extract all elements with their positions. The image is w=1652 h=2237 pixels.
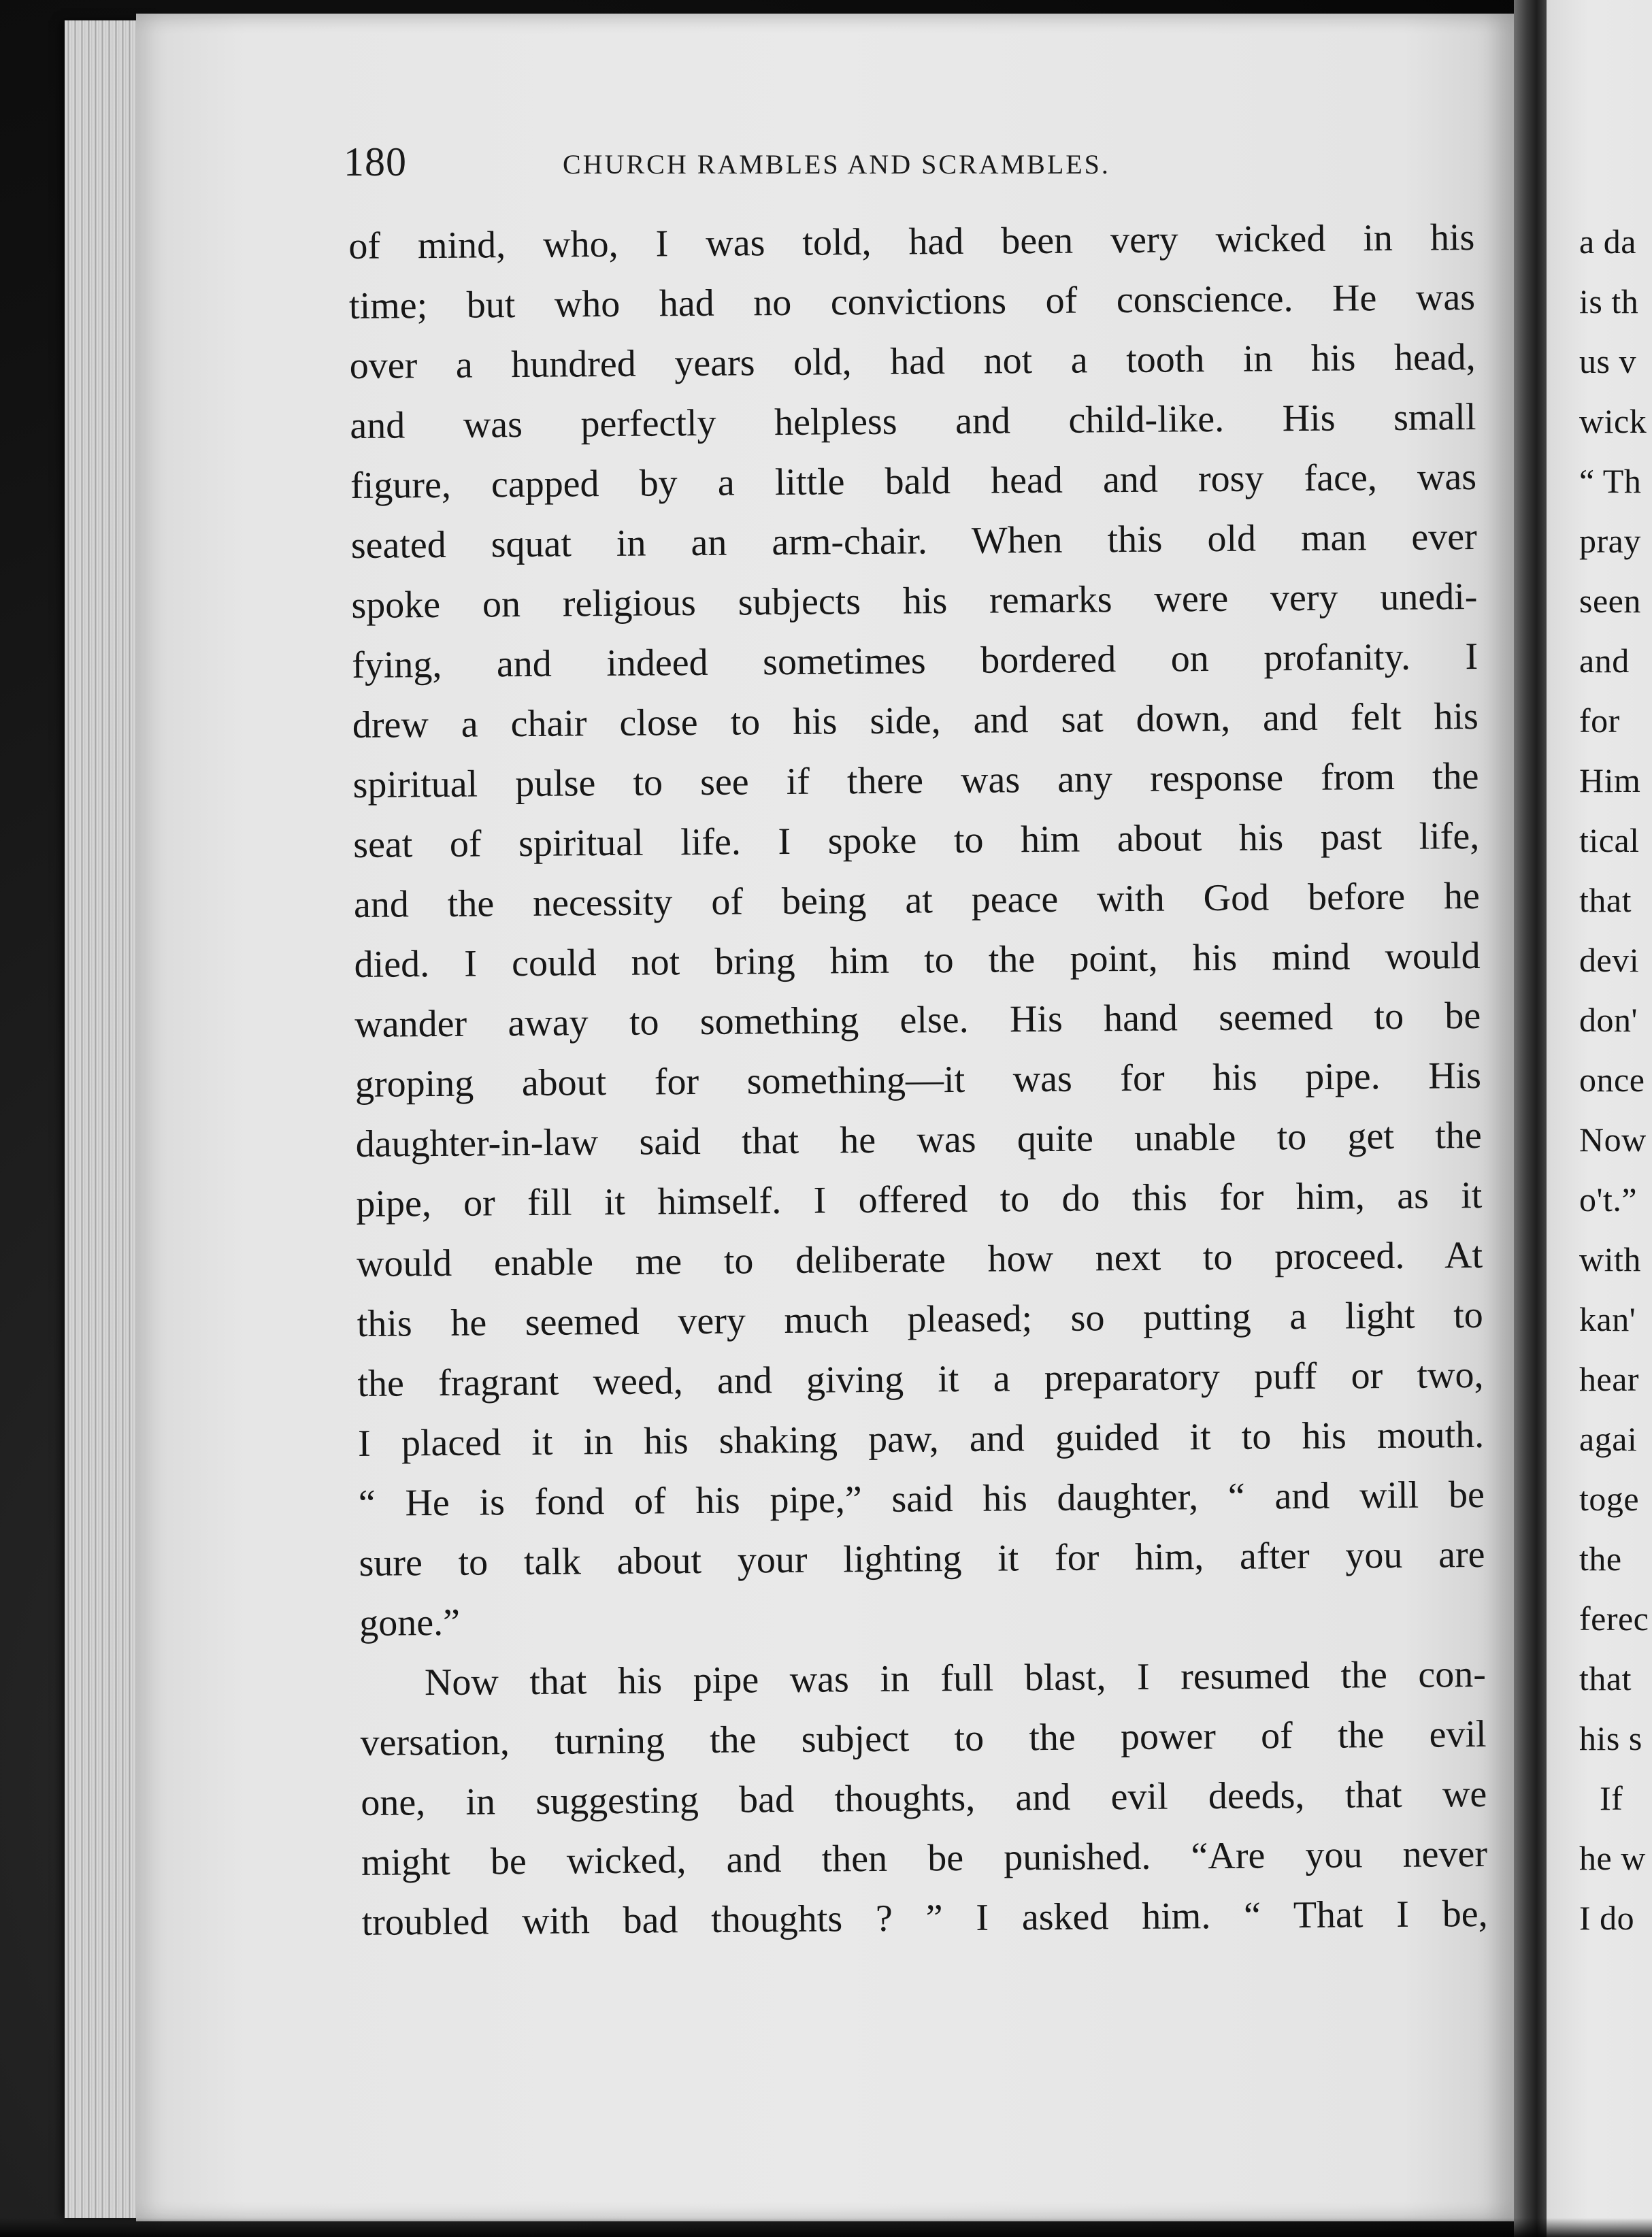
book-gutter	[1514, 0, 1547, 2237]
facing-text-line: “ Th	[1579, 462, 1642, 500]
facing-text-line: kan'	[1579, 1300, 1636, 1338]
facing-text-line: that	[1579, 1659, 1632, 1697]
facing-text-line: with	[1579, 1240, 1641, 1278]
text-line: seat of spiritual life. I spoke to him about his past life,	[353, 814, 1480, 866]
text-line: of mind, who, I was told, had been very wicked in his	[348, 216, 1475, 267]
facing-text-line: once	[1579, 1061, 1645, 1099]
text-line: died. I could not bring him to the point, his mind would	[354, 934, 1481, 986]
text-line: over a hundred years old, had not a tooth in his head,	[349, 335, 1476, 387]
facing-text-line: ferec	[1579, 1600, 1649, 1638]
facing-text-line: his s	[1579, 1719, 1642, 1757]
facing-text-line: us v	[1579, 342, 1636, 380]
facing-text-line: a da	[1579, 222, 1636, 261]
text-line: one, in suggesting bad thoughts, and evil deeds, that we	[361, 1772, 1487, 1824]
text-line: the fragrant weed, and giving it a preparatory puff or two,	[357, 1353, 1484, 1405]
facing-text-line: tical	[1579, 821, 1640, 859]
facing-text-line: o't.”	[1579, 1180, 1638, 1219]
facing-text-line: Now	[1579, 1121, 1647, 1159]
text-line: spoke on religious subjects his remarks were very unedi-	[351, 575, 1478, 627]
facing-text-line: is th	[1579, 282, 1639, 320]
facing-text-line: seen	[1579, 582, 1641, 620]
running-title: CHURCH RAMBLES AND SCRAMBLES.	[563, 149, 1110, 180]
facing-text-line: that	[1579, 881, 1632, 919]
text-line: troubled with bad thoughts ? ” I asked him. “ That I be,	[361, 1892, 1488, 1944]
facing-text-line: agai	[1579, 1420, 1638, 1458]
text-line: sure to talk about your lighting it for him, after you are	[359, 1533, 1485, 1585]
text-line: versation, turning the subject to the power of the evil	[360, 1712, 1487, 1764]
text-line: I placed it in his shaking paw, and guided it to his mouth.	[357, 1413, 1485, 1465]
text-line: pipe, or fill it himself. I offered to do this for him, as it	[356, 1174, 1483, 1225]
facing-text-line: pray	[1579, 522, 1641, 560]
text-line: this he seemed very much pleased; so putting a light to	[357, 1293, 1483, 1345]
facing-text-line: devi	[1579, 941, 1640, 979]
body-text	[348, 208, 1488, 1972]
text-line: groping about for something—it was for his pipe. His	[354, 1054, 1482, 1106]
text-line: “ He is fond of his pipe,” said his daughter, “ and will be	[358, 1473, 1485, 1525]
facing-page	[1547, 0, 1652, 2237]
facing-text-line: Him	[1579, 761, 1641, 799]
facing-text-line: I do	[1579, 1899, 1635, 1937]
text-line: fying, and indeed sometimes bordered on profanity. I	[351, 635, 1478, 686]
running-head	[344, 139, 1262, 189]
facing-text-line: the	[1579, 1540, 1622, 1578]
text-line: seated squat in an arm-chair. When this old man ever	[350, 515, 1477, 567]
text-line: might be wicked, and then be punished. “Are you never	[361, 1832, 1488, 1884]
text-line: drew a chair close to his side, and sat down, and felt his	[352, 695, 1479, 746]
facing-text-line: for	[1579, 701, 1620, 740]
text-line: daughter-in-law said that he was quite unable to get the	[355, 1114, 1482, 1165]
text-line: wander away to something else. His hand seemed to be	[354, 994, 1481, 1046]
facing-text-line: hear	[1579, 1360, 1640, 1398]
text-line: spiritual pulse to see if there was any response from the	[352, 755, 1479, 806]
facing-text-line: If	[1600, 1779, 1623, 1817]
text-line: Now that his pipe was in full blast, I resumed the con-	[424, 1653, 1487, 1704]
facing-text-line: wick	[1579, 402, 1647, 440]
text-line: and the necessity of being at peace with God before he	[353, 874, 1481, 926]
text-line: figure, capped by a little bald head and rosy face, was	[350, 455, 1477, 507]
bottom-edge-shadow	[0, 2218, 1652, 2237]
text-line: and was perfectly helpless and child-like. His small	[350, 395, 1476, 447]
facing-text-line: don'	[1579, 1001, 1638, 1039]
text-line: would enable me to deliberate how next to proceed. At	[356, 1233, 1483, 1285]
facing-text-line: toge	[1579, 1480, 1640, 1518]
text-line: gone.”	[359, 1601, 461, 1644]
page-number: 180	[344, 139, 407, 184]
text-line: time; but who had no convictions of conscience. He was	[348, 276, 1476, 327]
facing-text-line: and	[1579, 642, 1630, 680]
facing-text-line: he w	[1579, 1839, 1646, 1877]
